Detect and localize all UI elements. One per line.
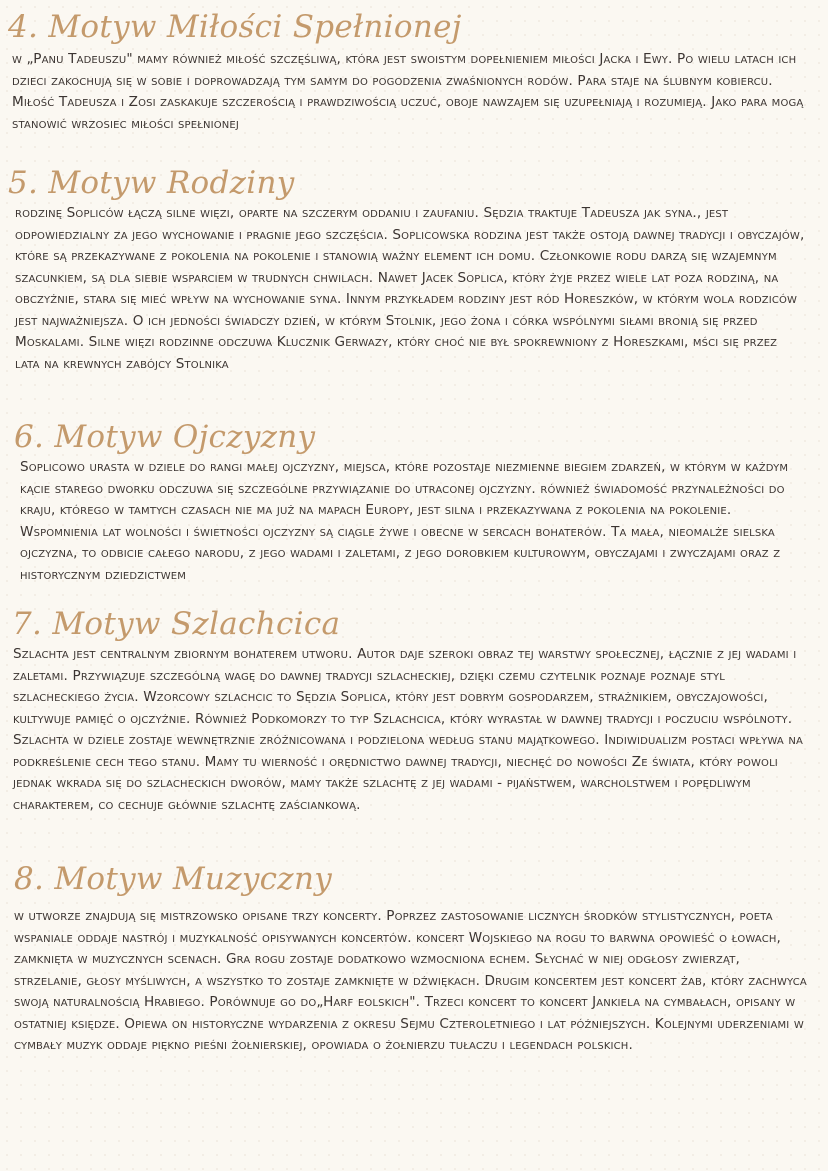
section-paragraph: w utworze znajdują się mistrzowsko opisane trzy koncerty. Poprzez zastosowanie licznych środków stylistycznych, poeta wspaniale oddaje nastrój i muzykalność opisywanych koncertów. koncert Wojskiego na rogu to barwna opowieść o łowach, zamknięta w muzycznych scenach. Gra rogu zostaje dodatkowo wzmocniona echem. Słychać w niej odgłosy zwierząt, strzelanie, głosy myśliwych, a wszystko to zostaje zamknięte w dźwiękach. Drugim koncertem jest koncert żab, który zachwyca swoją naturalnością Hrabiego. Porównuje go do„Harf eolskich". Trzeci koncert to koncert Jankiela na cymbałach, opisany w ostatniej księdze. Opiewa on historyczne wydarzenia z okresu Sejmu Czteroletniego i lat późniejszych. Kolejnymi uderzeniami w cymbały muzyk oddaje piękno pieśni żołnierskiej, opowiada o żołnierzu tułaczu i legendach polskich.	[14, 908, 807, 1053]
section-heading: 6. Motyw Ojczyzny	[14, 419, 316, 455]
section-motyw-rodziny	[8, 166, 816, 375]
section-heading: 5. Motyw Rodziny	[8, 165, 295, 201]
section-heading: 8. Motyw Muzyczny	[14, 861, 333, 897]
section-paragraph: w „Panu Tadeuszu" mamy również miłość szczęśliwą, która jest swoistym dopełnieniem miłości Jacka i Ewy. Po wielu latach ich dzieci zakochują się w sobie i doprowadzają tym samym do pogodzenia zwaśnionych rodów. Para staje na ślubnym kobiercu. Miłość Tadeusza i Zosi zaskakuje szczerością i prawdziwością uczuć, oboje nawzajem się uzupełniają i rozumieją. Jako para mogą stanowić wrzosiec miłości spełnionej	[12, 51, 804, 132]
section-heading: 7. Motyw Szlachcica	[12, 606, 341, 642]
section-paragraph: Szlachta jest centralnym zbiornym bohaterem utworu. Autor daje szeroki obraz tej warstwy społecznej, łącznie z jej wadami i zaletami. Przywiązuje szczególną wagę do dawnej tradycji szlacheckiej, dzięki czemu czytelnik poznaje poznaje styl szlacheckiego życia. Wzorcowy szlachcic to Sędzia Soplica, który jest dobrym gospodarzem, strażnikiem, obyczajowości, kultywuje pamięć o ojczyźnie. Również Podkomorzy to typ Szlachcica, który wyrastał w dawnej tradycji i poczuciu wspólnoty. Szlachta w dziele zostaje wewnętrznie zróżnicowana i podzielona według stanu majątkowego. Indiwidualizm postaci wpływa na podkreślenie cech tego stanu. Mamy tu wierność i orędnictwo dawnej tradycji, niechęć do nowości Ze świata, który powoli jednak wkrada się do szlacheckich dworów, mamy także szlachtę z jej wadami - pijaństwem, warcholstwem i popędliwym charakterem, co cechuje głównie szlachtę zaściankową.	[13, 646, 803, 813]
section-motyw-muzyczny	[14, 862, 816, 1057]
section-paragraph: Soplicowo urasta w dziele do rangi małej ojczyzny, miejsca, które pozostaje niezmienne biegiem zdarzeń, w którym w każdym kącie starego dworku odczuwa się szczególne przywiązanie do utraconej ojczyzny. również świadomość przynależności do kraju, którego w tamtych czasach nie ma już na mapach Europy, jest silna i przekazywana z pokolenia na pokolenie. Wspomnienia lat wolności i świetności ojczyzny są ciągle żywe i obecne w sercach bohaterów. Ta mała, nieomalże sielska ojczyzna, to odbicie całego narodu, z jego wadami i zaletami, z jego dorobkiem kulturowym, obyczajami i zwyczajami oraz z historycznym dziedzictwem	[20, 459, 789, 583]
section-motyw-szlachcica	[12, 607, 818, 816]
section-paragraph: rodzinę Sopliców łączą silne więzi, oparte na szczerym oddaniu i zaufaniu. Sędzia traktuje Tadeusza jak syna., jest odpowiedzialny za jego wychowanie i pragnie jego szczęścia. Soplicowska rodzina jest także ostoją dawnej tradycji i obyczajów, które są przekazywane z pokolenia na pokolenie i stanowią ważny element ich domu. Członkowie rodu darzą się wzajemnym szacunkiem, są dla siebie wsparciem w trudnych chwilach. Nawet Jacek Soplica, który żyje przez wiele lat poza rodziną, na obczyźnie, stara się mieć wpływ na wychowanie syna. Innym przykładem rodziny jest ród Horeszków, w którym wola rodziców jest najważniejsza. O ich jedności świadczy dzień, w którym Stolnik, jego żona i córka wspólnymi siłami bronią się przed Moskalami. Silne więzi rodzinne odczuwa Klucznik Gerwazy, który choć nie był spokrewniony z Horeszkami, mści się przez lata na krewnych zabójcy Stolnika	[15, 205, 805, 372]
section-motyw-milosci	[8, 10, 816, 135]
section-motyw-ojczyzny	[14, 420, 814, 586]
section-heading: 4. Motyw Miłości Spełnionej	[8, 9, 462, 45]
